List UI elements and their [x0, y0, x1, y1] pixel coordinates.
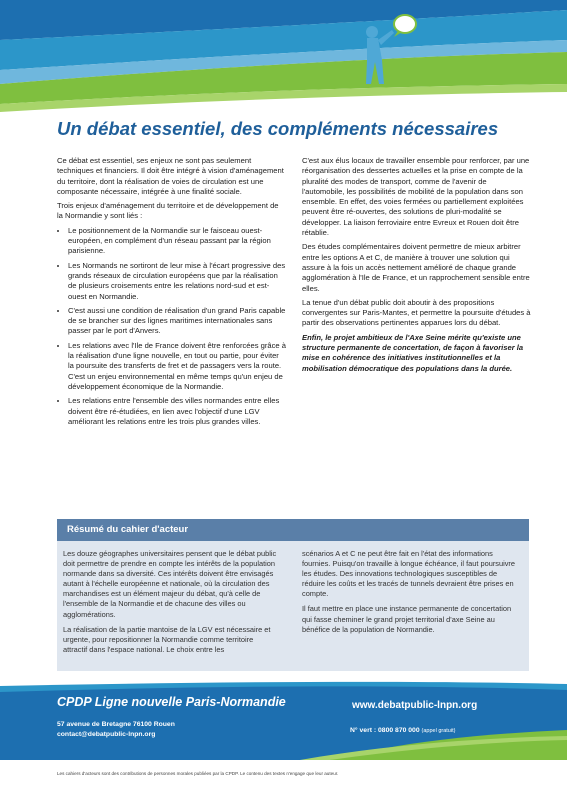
phone-number: N° vert : 0800 870 000	[350, 727, 420, 734]
summary-heading: Résumé du cahier d'acteur	[67, 524, 189, 535]
summary-paragraph: Les douze géographes universitaires pensent que le débat public doit permettre de prendre en compte les intérêts de la population normande dans sa diversité. Ces intérêts doivent être envisagés autant à l'échelle européenne et nationale, où la circulation des marchandises est un élément majeur du débat, qu'à celle de l'ensemble de la Normandie et de chacune des villes ou agglomérations.	[63, 549, 277, 619]
list-item: • Les relations avec l'Ile de France doivent être renforcées grâce à la réalisation d'une ligne nouvelle, en tout ou partie, pour éviter la poursuite des transferts de fret et de passagers vers la route. C'est un enjeu environnemental en même temps qu'un enjeu de développement économique de la Normandie.	[68, 341, 286, 392]
footer-address: 57 avenue de Bretagne 76100 Rouen	[57, 721, 175, 728]
list-item: • Les relations entre l'ensemble des villes normandes entre elles doivent être ré-étudiées, en lien avec l'objectif d'une LGV améliorant les relations entre les trois plus grandes villes.	[68, 396, 286, 427]
summary-left-column	[63, 549, 279, 660]
paragraph: C'est aux élus locaux de travailler ensemble pour renforcer, par une réorganisation des dessertes actuelles et la prise en compte de la pluralité des modes de transport, comme de l'avenir de l'automobile, les possibilités de mobilité de la population dans son ensemble. En effet, des voies fermées ou partiellement exploitées peuvent être ré-ouvertes, des solutions de pluri-modalité se développer. La liaison ferroviaire entre Evreux et Rouen doit être rétablie.	[302, 156, 530, 238]
issues-list	[57, 226, 286, 427]
summary-paragraph: La réalisation de la partie mantoise de la LGV est nécessaire et urgente, pour repositionner la Normandie comme territoire attractif dans l'espace national. Le choix entre les	[63, 624, 271, 654]
footer-website-link[interactable]: www.debatpublic-lnpn.org	[352, 700, 478, 711]
lead-paragraph: Trois enjeux d'aménagement du territoire et de développement de la Normandie y sont liés :	[57, 201, 279, 221]
header-banner	[0, 0, 567, 112]
list-item: • Les Normands ne sortiront de leur mise à l'écart progressive des grands réseaux de circulation européens que par la réalisation de plusieurs croisements entre les relations nord-sud et est-ouest en Normandie.	[68, 261, 286, 302]
summary-header	[57, 519, 529, 541]
disclaimer: Les cahiers d'acteurs sont des contributions de personnes morales publiées par la CPDP. Le contenu des textes n'engage que leur auteur.	[57, 771, 339, 776]
summary-right-column	[302, 549, 518, 640]
left-column	[57, 156, 286, 431]
summary-paragraph: scénarios A et C ne peut être fait en l'état des informations fournies. Puisqu'on travaille à longue échéance, il faut poursuivre les études. Des innovations technologiques susceptibles de réduire les coûts et les tracés de tunnels devraient être prises en compte.	[302, 549, 515, 599]
summary-paragraph: Il faut mettre en place une instance permanente de concertation qui fasse cheminer le grand projet territorial d'axe Seine au bénéfice de la population de Normandie.	[302, 604, 512, 634]
page-title: Un débat essentiel, des compléments nécessaires	[57, 118, 499, 139]
paragraph: La tenue d'un débat public doit aboutir à des propositions convergentes sur Paris-Mantes, et permettre la poursuite d'études à partir des observations pertinentes apparues lors du débat.	[302, 297, 531, 328]
banner-graphic	[0, 0, 567, 112]
footer-title: CPDP Ligne nouvelle Paris-Normandie	[57, 695, 286, 709]
phone-note: (appel gratuit)	[421, 728, 456, 734]
footer-phone	[350, 727, 455, 734]
right-column	[302, 156, 531, 378]
conclusion-paragraph: Enfin, le projet ambitieux de l'Axe Seine mérite qu'existe une structure permanente de concertation, de façon à favoriser la mise en cohérence des initiatives institutionnelles et la mobilisation démocratique des populations dans la durée.	[302, 332, 524, 373]
paragraph: Des études complémentaires doivent permettre de mieux arbitrer entre les options A et C, de manière à trouver une solution qui assure à la fois un accès nettement amélioré de chaque grande agglomération à l'Ile de France, et un rapprochement sensible entre elles.	[302, 242, 530, 293]
list-item: • Le positionnement de la Normandie sur le faisceau ouest-européen, en complément d'un réseau passant par la région parisienne.	[68, 226, 286, 257]
footer-address-block	[57, 720, 175, 740]
footer-email-link[interactable]: contact@debatpublic-lnpn.org	[57, 731, 156, 738]
intro-paragraph: Ce débat est essentiel, ses enjeux ne sont pas seulement techniques et financiers. Il doit être intégré à vision d'aménagement du territoire, dont la réalisation de voies de circulation est une composante nécessaire, intégrée à une finalité sociale.	[57, 156, 284, 196]
list-item: • C'est aussi une condition de réalisation d'un grand Paris capable de se brancher sur des lignes maritimes internationales sans passer par le port d'Anvers.	[68, 306, 286, 337]
